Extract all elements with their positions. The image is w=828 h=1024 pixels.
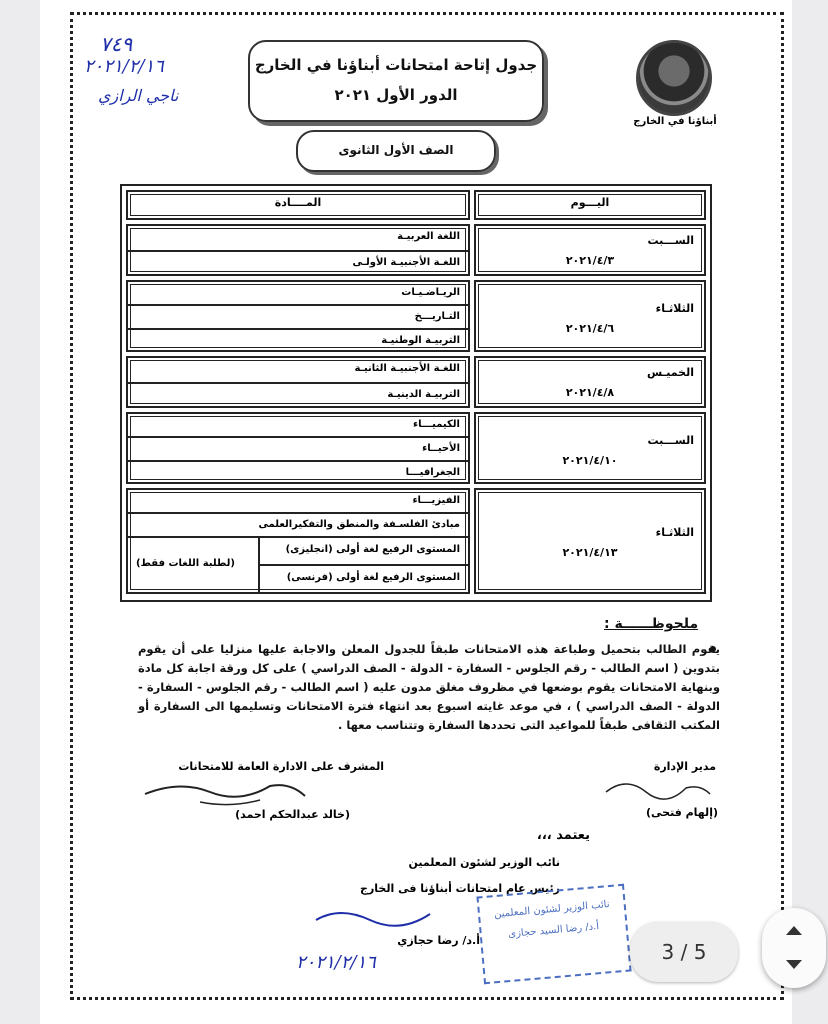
day-cell: [474, 412, 706, 484]
languages-block: [128, 538, 468, 594]
arrow-up-icon[interactable]: [786, 926, 802, 935]
subject: اللغـة الأجنبيـة الثانيـة: [128, 358, 468, 384]
subject: اللغـة الأجنبيـة الأولـى: [352, 257, 460, 268]
deputy-signature: [310, 902, 440, 932]
deputy-title-2: رئيس عام امتحانات أبناؤنا فى الخارج: [360, 882, 560, 895]
subject: المستوى الرفيع لغة أولى (انجليزى): [258, 538, 468, 566]
day-date: ٢٠٢١/٤/١٠: [562, 454, 618, 467]
subject: التربيـة الوطنيـة: [381, 335, 460, 346]
supervisor-name: (خالد عبدالحكم احمد): [235, 808, 350, 821]
subject: الفيزيـــاء: [128, 490, 468, 514]
official-stamp: [476, 884, 631, 985]
page-subtitle: الدور الأول ٢٠٢١: [334, 86, 458, 104]
deputy-name: أ.د/ رضا حجازي: [397, 934, 480, 947]
stamp-line-1: نائب الوزير لشئون المعلمين: [493, 899, 610, 921]
subjects-cell: [126, 224, 470, 276]
exam-schedule-table: [120, 184, 712, 602]
page-title: جدول إتاحة امتحانات أبناؤنا في الخارج: [254, 56, 538, 74]
subject: اللغة العربيـة: [128, 226, 468, 252]
subject: المستوى الرفيع لغة أولى (فرنسى): [258, 566, 468, 592]
subjects-cell: [126, 412, 470, 484]
day-date: ٢٠٢١/٤/٨: [565, 386, 615, 399]
day-date: ٢٠٢١/٤/٦: [565, 322, 615, 335]
day-cell: [474, 488, 706, 594]
deputy-title: نائب الوزير لشئون المعلمين: [408, 856, 560, 869]
subjects-cell: [126, 488, 470, 594]
notes-heading: ملحوظــــــة :: [604, 616, 699, 632]
subjects-cell: [126, 280, 470, 352]
subjects-cell: [126, 356, 470, 408]
title-box: [248, 40, 544, 122]
director-name: (إلهام فتحى): [646, 806, 718, 819]
subject: مبادئ الفلسـفة والمنطق والتفكيرالعلمى: [128, 514, 468, 538]
arrow-down-icon[interactable]: [786, 960, 802, 969]
languages-note: (لطلبة اللغات فقط): [136, 558, 235, 569]
day-name: الثلاثـاء: [655, 526, 694, 539]
day-name: الســـبت: [647, 234, 694, 247]
page-counter: 3 / 5: [630, 922, 738, 982]
deputy-date: ٢٠٢١/٢/١٦: [296, 952, 376, 973]
subject: الأحيــاء: [128, 438, 468, 462]
director-title: مدير الإدارة: [653, 760, 716, 773]
handwritten-date: ٢٠٢١/٢/١٦: [84, 56, 164, 77]
subject: الجغرافيـــا: [405, 467, 460, 478]
ministry-logo: [630, 38, 720, 130]
subject: الكيميـــاء: [128, 414, 468, 438]
subject: التربيـة الدينيـة: [387, 389, 460, 400]
day-name: الســـبت: [647, 434, 694, 447]
handwritten-note: ناجي الرازي: [98, 86, 179, 105]
day-cell: [474, 224, 706, 276]
subject: التـاريـــخ: [128, 306, 468, 330]
director-signature: [596, 772, 716, 806]
header-day: اليـــوم: [474, 190, 706, 220]
supervisor-signature: [140, 772, 310, 812]
day-name: الخميـس: [646, 366, 694, 379]
page-scroll-button[interactable]: [762, 908, 826, 988]
approved-label: يعتمد ،،،: [536, 828, 590, 843]
day-cell: [474, 280, 706, 352]
handwritten-code: ٧٤٩: [100, 32, 133, 56]
stamp-line-2: أ.د/ رضا السيد حجازى: [507, 921, 600, 940]
subject: الريـاضـيـات: [128, 282, 468, 306]
document-page: [40, 0, 792, 1024]
supervisor-title: المشرف على الادارة العامة للامتحانات: [178, 760, 384, 773]
day-date: ٢٠٢١/٤/١٣: [562, 546, 618, 559]
emblem-icon: [636, 40, 712, 116]
day-name: الثلاثـاء: [655, 302, 694, 315]
grade-label: الصف الأول الثانوى: [296, 130, 496, 172]
day-cell: [474, 356, 706, 408]
logo-caption: أبناؤنا في الخارج: [633, 116, 717, 127]
header-subject: المــــادة: [126, 190, 470, 220]
notes-body: يقوم الطالب بتحميل وطباعة هذه الامتحانات طبقاً للجدول المعلن والاجابة عليها منزليا على أن يقوم بتدوين ( اسم الطالب - رقم الجلوس - السفارة - الدولة - الصف الدراسي ) على كل ورقة اجابة كل مادة وبنهاية الامتحانات يقوم بوضعها في مظروف مغلق مدون عليه ( اسم الطالب - رقم الجلوس - السفارة - الدولة - الصف الدراسي ) ، في موعد غايته اسبوع بعد انتهاء فترة الامتحانات وتسليمها الى السفارة أو المكتب الثقافى طبقاً للمواعيد التى تحددها السفارة وتتناسب معها .: [138, 642, 720, 732]
day-date: ٢٠٢١/٤/٣: [565, 254, 615, 267]
